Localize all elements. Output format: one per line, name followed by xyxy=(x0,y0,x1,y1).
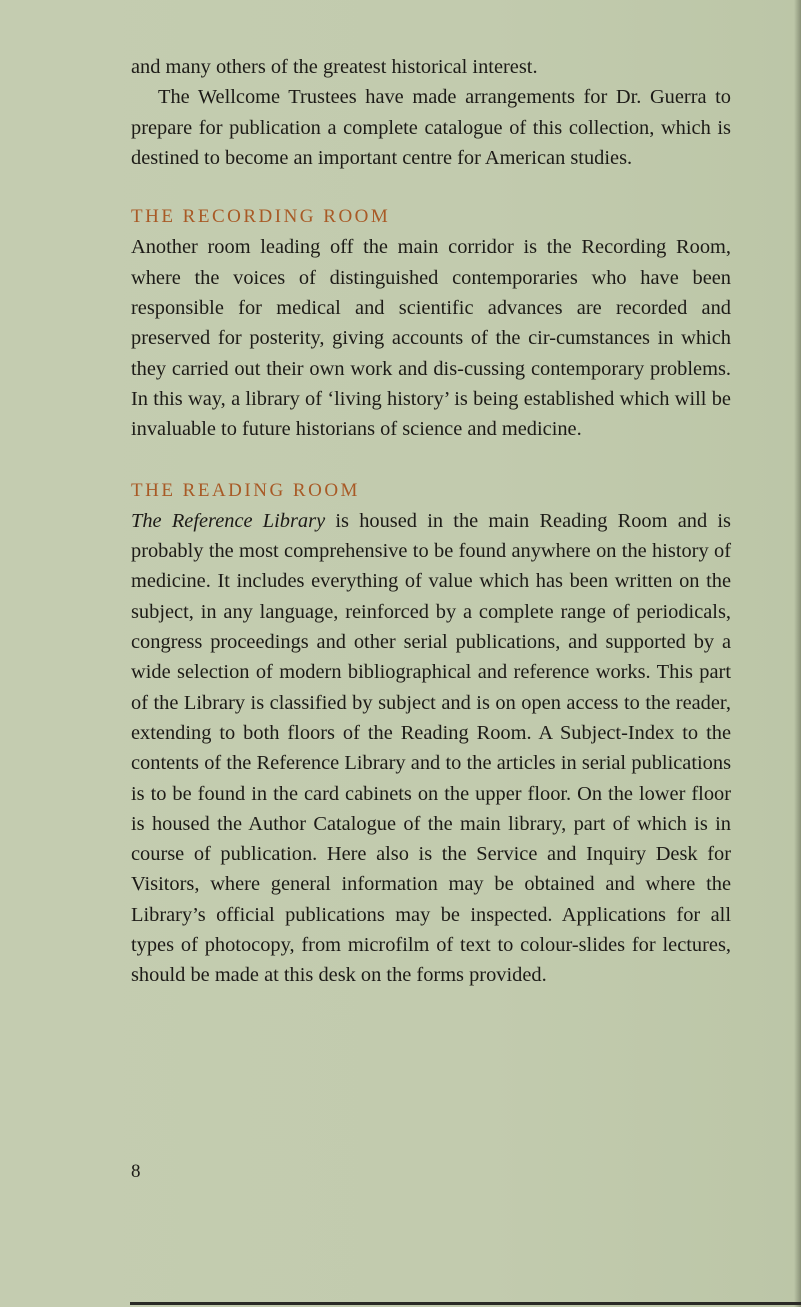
reading-room-text: is housed in the main Reading Room and is probably the most comprehensive to be found anywhere on the history of medicine. It includes everything of value which has been written on the subject, in any language, reinforced by a complete range of periodicals, congress proceedings and other serial publications, and supported by a wide selection of modern bibliographical and reference works. This part of the Library is classified by subject and is on open access to the reader, extending to both floors of the Reading Room. A Subject-Index to the contents of the Reference Library and to the articles in serial publications is to be found in the card cabinets on the upper floor. On the lower floor is housed the Author Catalogue of the main library, part of which is in course of publication. Here also is the Service and Inquiry Desk for Visitors, where general information may be obtained and where the Library’s official publications may be inspected. Applications for all types of photocopy, from microfilm of text to colour-slides for lectures, should be made at this desk on the forms provided. xyxy=(131,509,731,987)
reference-library-title: The Reference Library xyxy=(131,509,326,532)
bottom-rule xyxy=(130,1302,801,1305)
recording-room-heading: THE RECORDING ROOM xyxy=(131,206,391,228)
reading-room-paragraph xyxy=(131,506,731,991)
reading-room-heading: THE READING ROOM xyxy=(131,479,360,501)
intro-line: and many others of the greatest historical interest. xyxy=(131,56,538,78)
text-column xyxy=(131,52,731,991)
page-edge-shadow xyxy=(794,0,801,1307)
page-number: 8 xyxy=(131,1161,141,1182)
recording-room-paragraph: Another room leading off the main corridor is the Recording Room, where the voices of distinguished contemporaries who have been responsible for medical and scientific advances are recorded and preserved for posterity, giving accounts of the cir-cumstances in which they carried out their own work and dis-cussing contemporary problems. In this way, a library of ‘living history’ is being established which will be invaluable to future historians of science and medicine. xyxy=(131,236,731,441)
intro-paragraph: The Wellcome Trustees have made arrangements for Dr. Guerra to prepare for publication a complete catalogue of this collection, which is destined to become an important centre for American studies. xyxy=(131,86,731,169)
